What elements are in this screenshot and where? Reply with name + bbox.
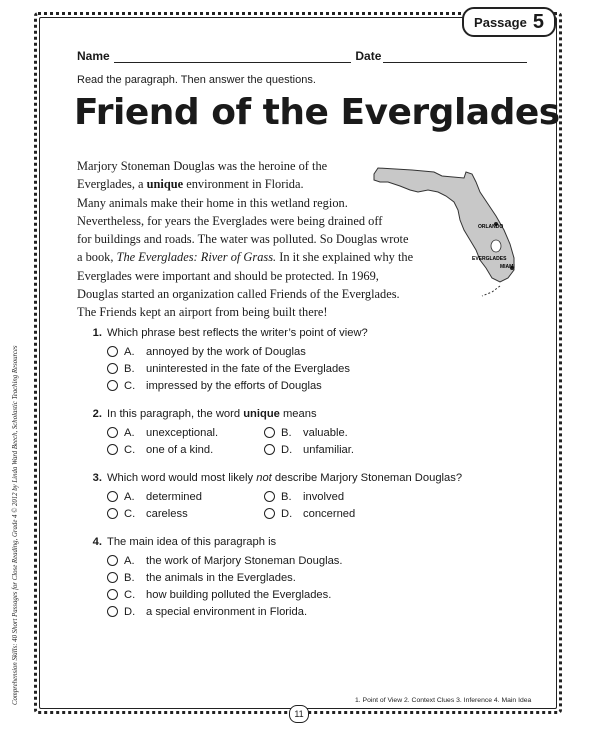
answer-option[interactable]: C. careless	[107, 505, 264, 522]
radio-bubble[interactable]	[107, 346, 118, 357]
passage-label: Passage	[474, 14, 527, 30]
passage-line: Marjory Stoneman Douglas was the heroine of the	[77, 159, 328, 173]
passage-line: a book, The Everglades: River of Grass. In it she explained why the	[77, 250, 414, 265]
question-number: 1.	[92, 327, 102, 339]
passage-line: Nevertheless, for years the Everglades were being drained off	[77, 213, 383, 228]
name-line[interactable]	[114, 50, 352, 63]
florida-keys	[482, 286, 500, 296]
copyright-credit: Comprehension Skills: 40 Short Passages for Close Reading, Grade 4 © 2012 by Linda Ward Beech, Scholastic Teaching Resources	[12, 345, 19, 705]
question-1	[90, 327, 530, 394]
radio-bubble[interactable]	[107, 606, 118, 617]
map-label-miami: MIAMI	[500, 264, 515, 270]
vocab-word: unique	[146, 177, 184, 192]
question-number: 4.	[92, 536, 102, 548]
lake-okeechobee	[491, 240, 501, 252]
radio-bubble[interactable]	[107, 444, 118, 455]
page-title: Friend of the Everglades	[74, 92, 560, 133]
answer-option[interactable]: C. impressed by the efforts of Douglas	[107, 377, 530, 394]
radio-bubble[interactable]	[264, 427, 275, 438]
answer-option[interactable]: D. unfamiliar.	[264, 441, 444, 458]
passage-line: Everglades, a unique environment in Florida.	[77, 177, 304, 192]
map-label-everglades: EVERGLADES	[472, 256, 507, 262]
passage-number: 5	[532, 10, 544, 33]
answer-option[interactable]: D. concerned	[264, 505, 444, 522]
passage-line: for buildings and roads. The water was polluted. So Douglas wrote	[77, 232, 409, 247]
question-2	[90, 408, 530, 458]
answer-option[interactable]: B. uninterested in the fate of the Everglades	[107, 360, 530, 377]
radio-bubble[interactable]	[107, 363, 118, 374]
florida-map	[372, 160, 530, 300]
passage-line: Douglas started an organization called Friends of the Everglades.	[77, 287, 400, 302]
passage-line: The Friends kept an airport from being built there!	[77, 305, 328, 320]
date-line[interactable]	[383, 50, 527, 63]
radio-bubble[interactable]	[264, 444, 275, 455]
passage-line: Many animals make their home in this wetland region.	[77, 195, 348, 210]
question-stem: Which word would most likely not describe Marjory Stoneman Douglas?	[107, 472, 463, 484]
questions	[90, 327, 530, 634]
passage-line: Everglades were important and should be protected. In 1969,	[77, 268, 379, 283]
passage-badge	[462, 7, 556, 37]
answer-option[interactable]: D. a special environment in Florida.	[107, 603, 530, 620]
question-stem: In this paragraph, the word unique means	[107, 408, 317, 420]
answer-option[interactable]: B. the animals in the Everglades.	[107, 569, 530, 586]
book-title: The Everglades: River of Grass.	[116, 250, 277, 265]
map-label-orlando: ORLANDO	[478, 224, 504, 230]
instructions: Read the paragraph. Then answer the questions.	[77, 74, 316, 86]
radio-bubble[interactable]	[107, 380, 118, 391]
question-4	[90, 536, 530, 620]
answer-option[interactable]: C. how building polluted the Everglades.	[107, 586, 530, 603]
answer-option[interactable]: A. unexceptional.	[107, 424, 264, 441]
question-stem: Which phrase best reflects the writer’s point of view?	[107, 327, 368, 339]
radio-bubble[interactable]	[264, 508, 275, 519]
radio-bubble[interactable]	[107, 555, 118, 566]
answer-option[interactable]: B. involved	[264, 488, 444, 505]
question-number: 3.	[92, 472, 102, 484]
radio-bubble[interactable]	[107, 508, 118, 519]
answer-option[interactable]: C. one of a kind.	[107, 441, 264, 458]
radio-bubble[interactable]	[107, 572, 118, 583]
question-3	[90, 472, 530, 522]
question-stem: The main idea of this paragraph is	[107, 536, 277, 548]
page-number: 11	[289, 705, 309, 723]
answer-option[interactable]: A. the work of Marjory Stoneman Douglas.	[107, 552, 530, 569]
question-number: 2.	[92, 408, 102, 420]
radio-bubble[interactable]	[107, 491, 118, 502]
answer-option[interactable]: A. determined	[107, 488, 264, 505]
answer-option[interactable]: A. annoyed by the work of Douglas	[107, 343, 530, 360]
answer-option[interactable]: B. valuable.	[264, 424, 444, 441]
skills-legend: 1. Point of View 2. Context Clues 3. Inference 4. Main Idea	[355, 697, 532, 704]
name-date-row	[77, 49, 527, 63]
radio-bubble[interactable]	[107, 427, 118, 438]
radio-bubble[interactable]	[264, 491, 275, 502]
name-label: Name	[77, 49, 110, 63]
radio-bubble[interactable]	[107, 589, 118, 600]
date-label: Date	[355, 49, 382, 63]
